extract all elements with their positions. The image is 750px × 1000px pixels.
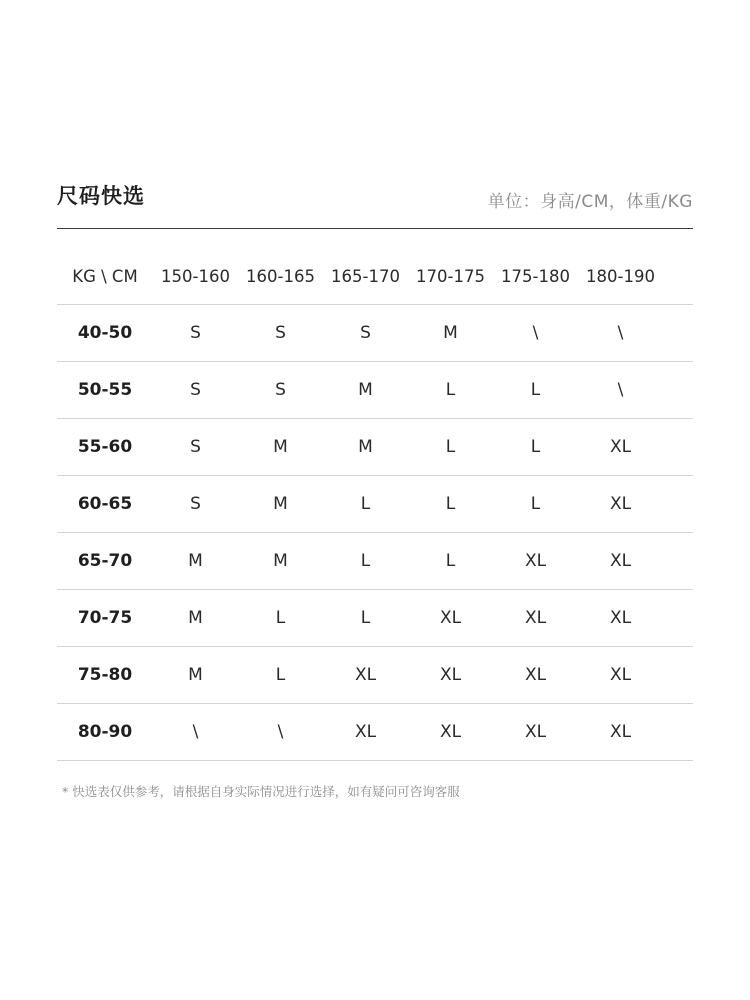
row-weight-label: 70-75: [77, 608, 133, 628]
row-weight-label: 75-80: [77, 665, 133, 685]
footnote: * 快选表仅供参考，请根据自身实际情况进行选择，如有疑问可咨询客服: [62, 784, 460, 799]
size-cell: \: [277, 722, 284, 742]
size-cell: XL: [609, 551, 632, 571]
size-cell: M: [273, 437, 288, 457]
size-cell: L: [360, 494, 371, 514]
size-cell: XL: [439, 722, 462, 742]
page-title: 尺码快选: [57, 184, 145, 208]
size-cell: L: [445, 494, 456, 514]
size-cell: M: [443, 323, 458, 343]
table-row: [57, 590, 693, 647]
size-cell: L: [275, 665, 286, 685]
column-header: 160-165: [246, 267, 315, 286]
size-cell: XL: [354, 722, 377, 742]
column-header: 170-175: [416, 267, 485, 286]
size-cell: M: [188, 665, 203, 685]
row-weight-label: 65-70: [77, 551, 133, 571]
size-cell: L: [445, 437, 456, 457]
size-cell: L: [530, 494, 541, 514]
size-cell: S: [275, 323, 286, 343]
table-row: [57, 533, 693, 590]
size-cell: M: [358, 380, 373, 400]
column-header: 175-180: [501, 267, 570, 286]
size-cell: S: [190, 323, 201, 343]
size-cell: S: [190, 494, 201, 514]
table-row: [57, 305, 693, 362]
table-header-row: [57, 249, 693, 305]
size-cell: L: [530, 437, 541, 457]
size-cell: \: [617, 323, 624, 343]
table-row: [57, 419, 693, 476]
size-guide-header: [57, 178, 693, 218]
size-cell: XL: [609, 437, 632, 457]
table-body: [57, 305, 693, 761]
size-cell: XL: [439, 665, 462, 685]
size-cell: \: [532, 323, 539, 343]
size-cell: \: [192, 722, 199, 742]
size-cell: XL: [524, 608, 547, 628]
size-cell: S: [190, 437, 201, 457]
size-cell: L: [360, 608, 371, 628]
row-weight-label: 55-60: [77, 437, 133, 457]
size-cell: XL: [609, 494, 632, 514]
row-weight-label: 80-90: [77, 722, 133, 742]
unit-label: 单位：身高/CM，体重/KG: [487, 192, 693, 212]
column-header: 180-190: [586, 267, 655, 286]
size-cell: XL: [439, 608, 462, 628]
table-row: [57, 476, 693, 533]
size-cell: L: [360, 551, 371, 571]
size-table: [57, 249, 693, 761]
size-cell: S: [190, 380, 201, 400]
table-row: [57, 362, 693, 419]
size-cell: \: [617, 380, 624, 400]
size-cell: M: [358, 437, 373, 457]
size-cell: L: [445, 551, 456, 571]
size-cell: M: [273, 551, 288, 571]
size-cell: M: [188, 551, 203, 571]
row-weight-label: 60-65: [77, 494, 133, 514]
row-weight-label: 50-55: [77, 380, 133, 400]
size-cell: XL: [609, 722, 632, 742]
size-cell: XL: [609, 665, 632, 685]
size-cell: L: [530, 380, 541, 400]
header-divider: [57, 228, 693, 229]
size-cell: XL: [354, 665, 377, 685]
size-cell: L: [445, 380, 456, 400]
size-cell: XL: [524, 551, 547, 571]
table-row: [57, 647, 693, 704]
size-cell: XL: [524, 665, 547, 685]
column-header: 150-160: [161, 267, 230, 286]
size-cell: S: [360, 323, 371, 343]
size-cell: XL: [524, 722, 547, 742]
table-row: [57, 704, 693, 761]
row-weight-label: 40-50: [77, 323, 133, 343]
table-corner-label: KG \ CM: [72, 267, 138, 286]
size-cell: M: [273, 494, 288, 514]
size-cell: S: [275, 380, 286, 400]
column-header: 165-170: [331, 267, 400, 286]
size-cell: XL: [609, 608, 632, 628]
size-cell: L: [275, 608, 286, 628]
size-cell: M: [188, 608, 203, 628]
